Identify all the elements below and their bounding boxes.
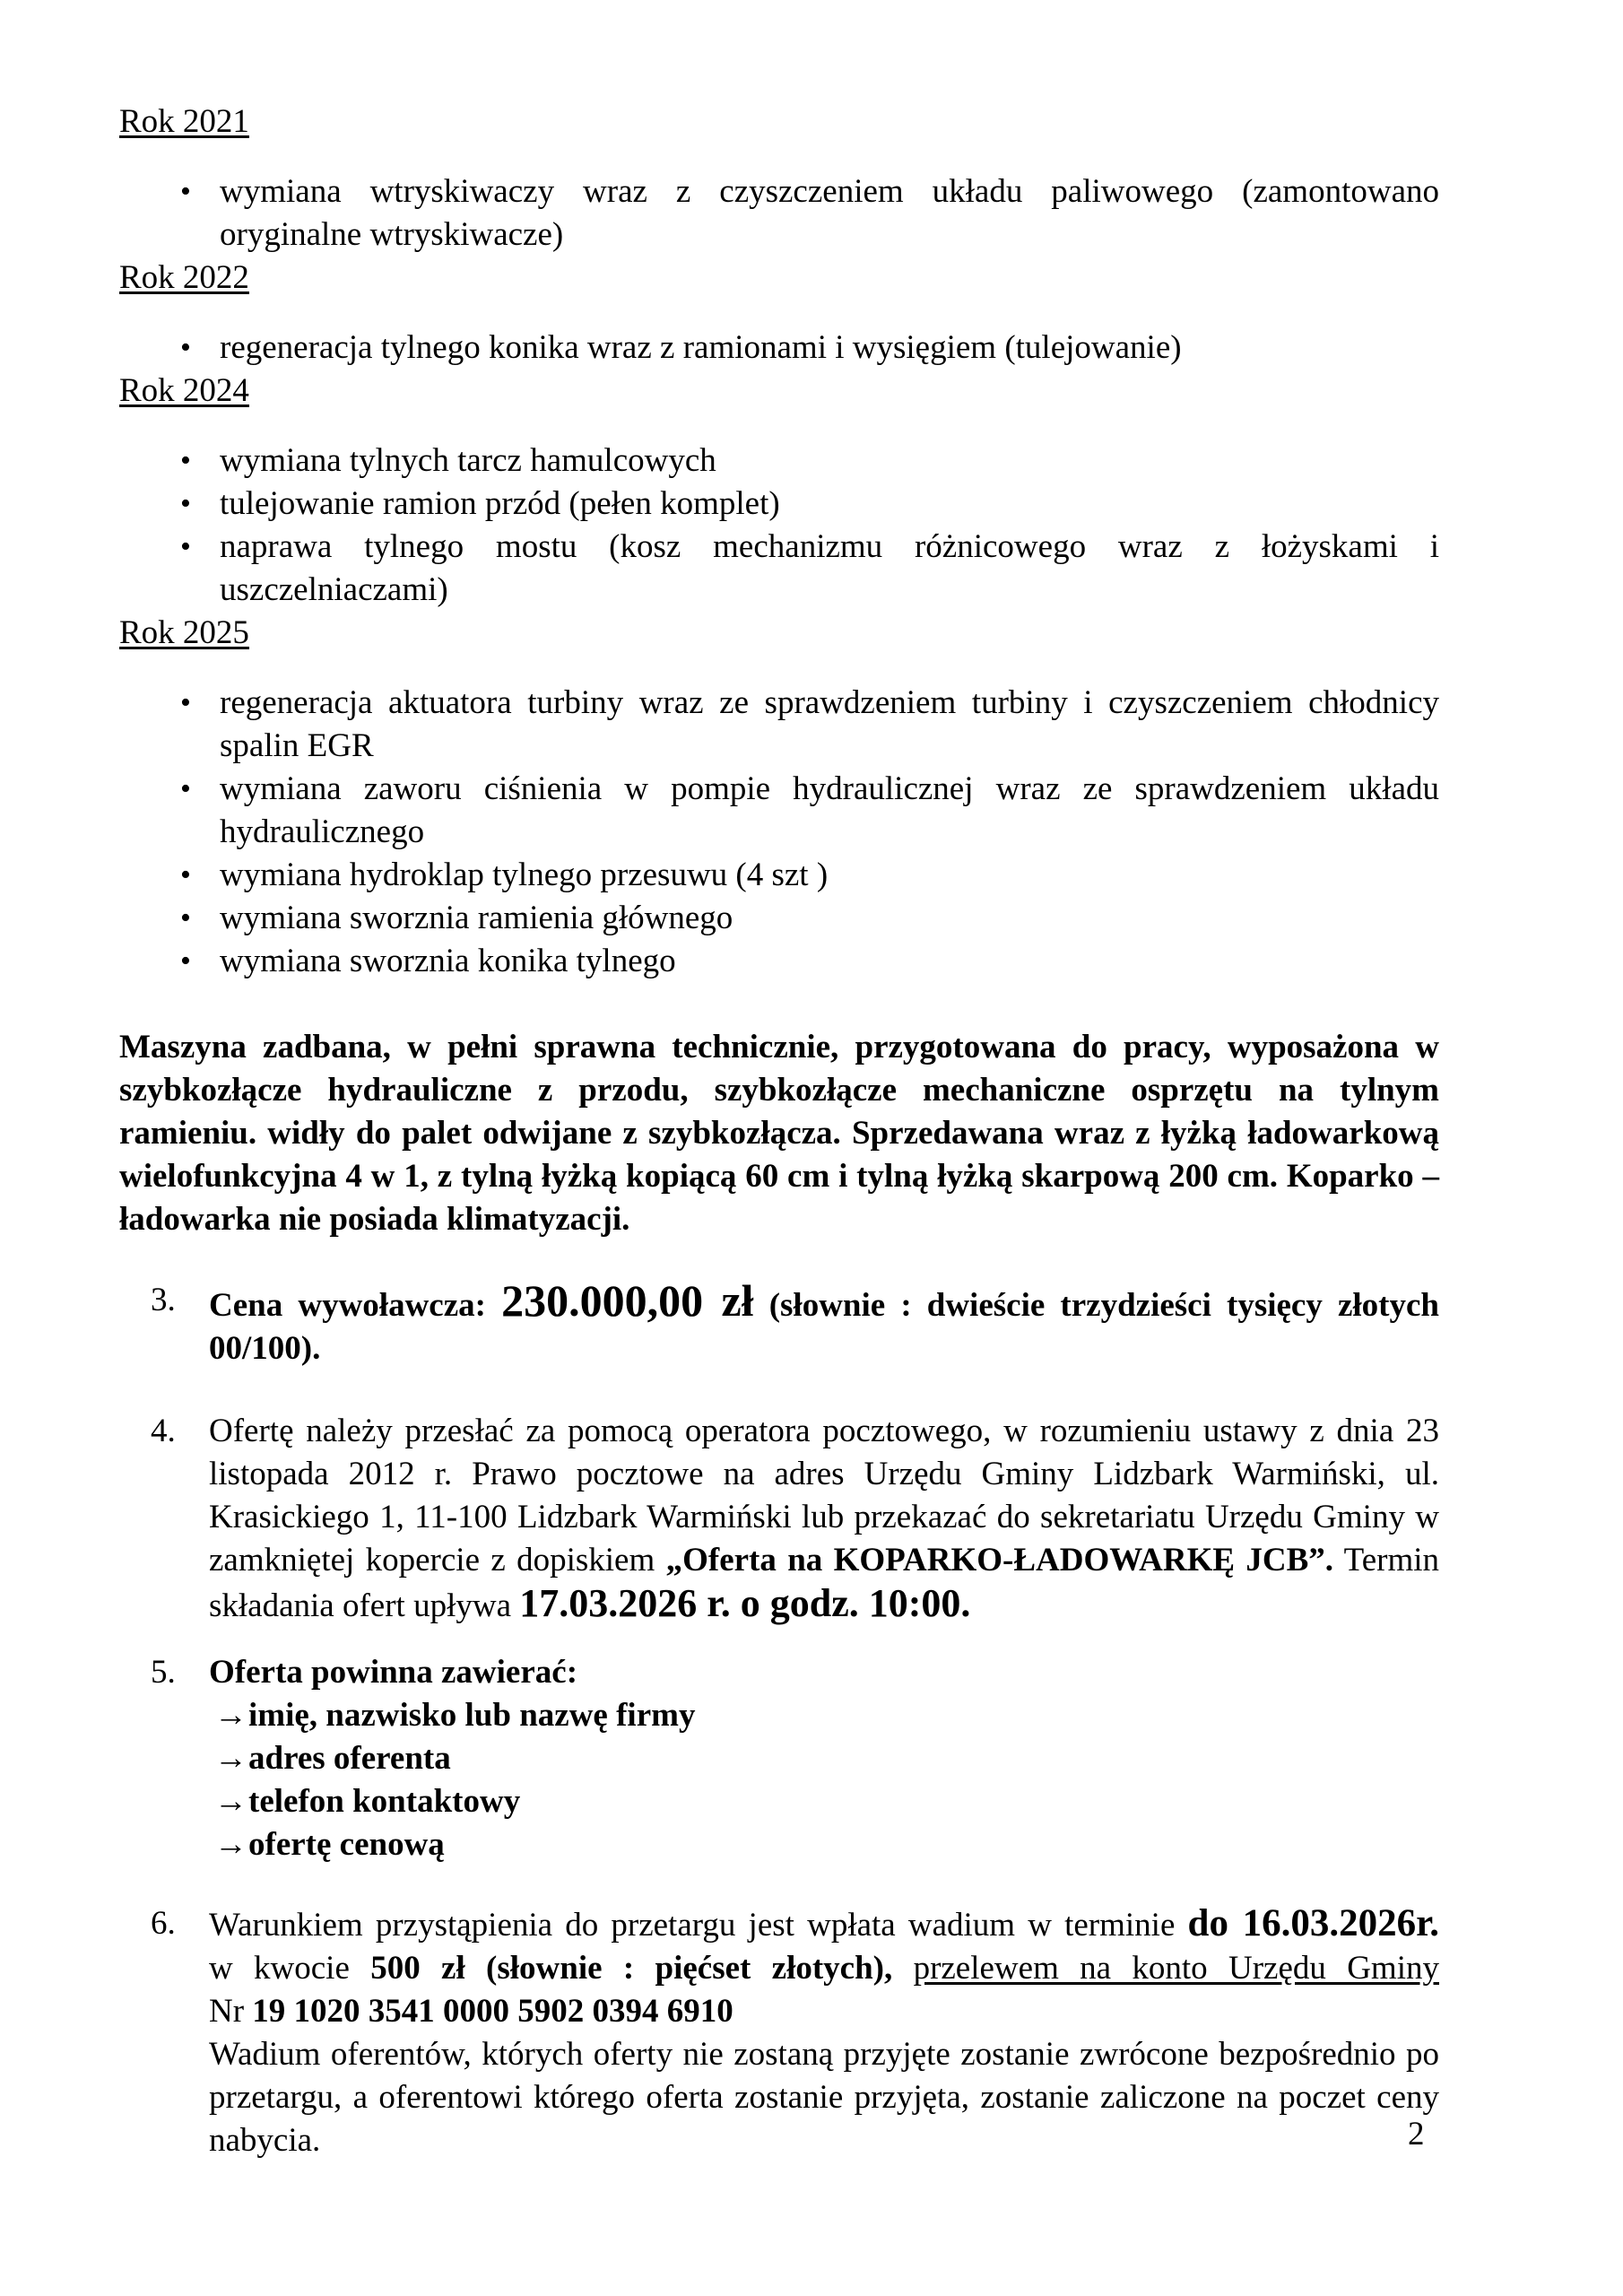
arrow-icon: → xyxy=(214,1697,247,1734)
starting-price-value: 230.000,00 zł xyxy=(501,1275,754,1326)
requirement-item xyxy=(209,1694,1439,1737)
year-section-2024 xyxy=(119,370,1439,612)
numbered-item-5 xyxy=(119,1651,1439,1866)
item-content xyxy=(209,1651,1439,1866)
offer-deadline: 17.03.2026 r. o godz. 10:00. xyxy=(519,1581,971,1625)
numbered-item-3 xyxy=(119,1275,1440,1370)
bullet-icon: • xyxy=(180,686,191,719)
bullet-icon: • xyxy=(180,858,191,891)
bullet-icon: • xyxy=(180,487,191,520)
bullet-item xyxy=(180,526,1439,612)
requirement-text: adres oferenta xyxy=(248,1740,451,1777)
bullet-text: tulejowanie ramion przód (pełen komplet) xyxy=(220,485,780,522)
section-heading-rok-2022: Rok 2022 xyxy=(119,259,249,296)
section-heading-rok-2024: Rok 2024 xyxy=(119,372,249,409)
bullet-list-2025 xyxy=(119,682,1439,983)
bullet-text: wymiana zaworu ciśnienia w pompie hydraulicznej wraz ze sprawdzeniem układu hydraulicznego xyxy=(220,770,1439,850)
bullet-text: regeneracja tylnego konika wraz z ramionami i wysięgiem (tulejowanie) xyxy=(220,329,1182,366)
submission-instructions: Ofertę należy przesłać za pomocą operatora pocztowego, w rozumieniu ustawy z dnia 23 listopada 2012 r. Prawo pocztowe na adres Urzędu Gminy Lidzbark Warmiński, ul. Krasickiego 1, 11-100 Lidzbark Warmiński lub przekazać do sekretariatu Urzędu Gminy w zamkniętej kopercie z dopiskiem xyxy=(209,1413,1439,1578)
item-number: 3. xyxy=(151,1282,176,1318)
bank-account-line xyxy=(209,1990,1439,2033)
bullet-text: wymiana wtryskiwaczy wraz z czyszczeniem układu paliwowego (zamontowano oryginalne wtryskiwacze) xyxy=(220,173,1439,253)
bank-transfer-note: przelewem na konto Urzędu Gminy xyxy=(913,1950,1439,1987)
requirement-item xyxy=(209,1823,1439,1866)
wadium-condition-text: Warunkiem przystąpienia do przetargu jest wpłata wadium w terminie xyxy=(209,1907,1188,1944)
year-section-2025 xyxy=(119,612,1439,983)
bullet-list-2024 xyxy=(119,439,1439,612)
bullet-list-2022 xyxy=(119,326,1439,370)
requirement-text: telefon kontaktowy xyxy=(248,1783,521,1820)
bullet-text: wymiana sworznia konika tylnego xyxy=(220,943,676,979)
arrow-icon: → xyxy=(214,1740,247,1777)
envelope-note: „Oferta na KOPARKO-ŁADOWARKĘ JCB”. xyxy=(665,1542,1334,1578)
item-content xyxy=(209,1275,1440,1370)
bullet-icon: • xyxy=(180,772,191,805)
year-section-2021 xyxy=(119,100,1439,257)
bullet-list-2021 xyxy=(119,170,1439,257)
wadium-amount-line xyxy=(209,1947,1439,1990)
section-heading-rok-2025: Rok 2025 xyxy=(119,614,249,651)
wadium-deadline-line xyxy=(209,1902,1439,1947)
arrow-icon: → xyxy=(214,1783,247,1820)
wadium-return-terms: Wadium oferentów, których oferty nie zostaną przyjęte zostanie zwrócone bezpośrednio po przetargu, a oferentowi którego oferta zostanie przyjęta, zostanie zaliczone na poczet ceny nabycia. xyxy=(209,2036,1439,2159)
page-number: 2 xyxy=(1408,2116,1425,2152)
item-content xyxy=(209,1410,1439,1628)
account-label: Nr xyxy=(209,1993,253,2030)
bullet-item xyxy=(180,439,1439,483)
bullet-text: wymiana sworznia ramienia głównego xyxy=(220,900,733,936)
bullet-item xyxy=(180,854,1439,897)
bullet-icon: • xyxy=(180,530,191,563)
offer-contents-heading: Oferta powinna zawierać: xyxy=(209,1654,578,1691)
bullet-item xyxy=(180,483,1439,526)
wadium-amount: 500 zł (słownie : pięćset złotych), xyxy=(370,1950,914,1987)
deadline-intro: Termin składania ofert upływa xyxy=(209,1542,1439,1624)
bullet-icon: • xyxy=(180,331,191,364)
requirement-text: imię, nazwisko lub nazwę firmy xyxy=(248,1697,696,1734)
wadium-deadline: do 16.03.2026r. xyxy=(1187,1902,1440,1944)
item-content xyxy=(209,1902,1439,2162)
item-number: 6. xyxy=(151,1905,176,1942)
bullet-item xyxy=(180,897,1439,940)
bullet-text: naprawa tylnego mostu (kosz mechanizmu różnicowego wraz z łożyskami i uszczelniaczami) xyxy=(220,528,1439,608)
numbered-item-6 xyxy=(119,1902,1439,2162)
bullet-item xyxy=(180,170,1439,257)
bullet-icon: • xyxy=(180,944,191,978)
requirement-text: ofertę cenową xyxy=(248,1826,445,1863)
bullet-icon: • xyxy=(180,901,191,935)
requirement-item xyxy=(209,1780,1439,1823)
requirement-item xyxy=(209,1737,1439,1780)
bullet-icon: • xyxy=(180,175,191,208)
bullet-text: wymiana hydroklap tylnego przesuwu (4 szt ) xyxy=(220,857,829,893)
arrow-icon: → xyxy=(214,1826,247,1863)
bullet-text: wymiana tylnych tarcz hamulcowych xyxy=(220,442,716,479)
item-number: 5. xyxy=(151,1654,176,1691)
account-number: 19 1020 3541 0000 5902 0394 6910 xyxy=(252,1993,733,2030)
bullet-item xyxy=(180,682,1439,768)
starting-price-words: (słownie : dwieście trzydzieści tysięcy złotych 00/100). xyxy=(209,1287,1440,1367)
starting-price-label: Cena wywoławcza: xyxy=(209,1287,502,1324)
bullet-icon: • xyxy=(180,444,191,477)
bullet-item xyxy=(180,940,1439,983)
year-section-2022 xyxy=(119,257,1439,370)
bullet-text: regeneracja aktuatora turbiny wraz ze sprawdzeniem turbiny i czyszczeniem chłodnicy spalin EGR xyxy=(220,684,1439,764)
section-heading-rok-2021: Rok 2021 xyxy=(119,103,249,140)
machine-summary-paragraph: Maszyna zadbana, w pełni sprawna technicznie, przygotowana do pracy, wyposażona w szybkozłącze hydrauliczne z przodu, szybkozłącze mechaniczne osprzętu na tylnym ramieniu. widły do palet odwijane z szybkozłącza. Sprzedawana wraz z łyżką ładowarkową wielofunkcyjna 4 w 1, z tylną łyżką kopiącą 60 cm i tylną łyżką skarpową 200 cm. Koparko – ładowarka nie posiada klimatyzacji. xyxy=(119,1029,1439,1238)
item-number: 4. xyxy=(151,1413,176,1449)
wadium-amount-prefix: w kwocie xyxy=(209,1950,371,1987)
bullet-item xyxy=(180,326,1439,370)
numbered-item-4 xyxy=(119,1410,1439,1628)
bullet-item xyxy=(180,768,1439,854)
